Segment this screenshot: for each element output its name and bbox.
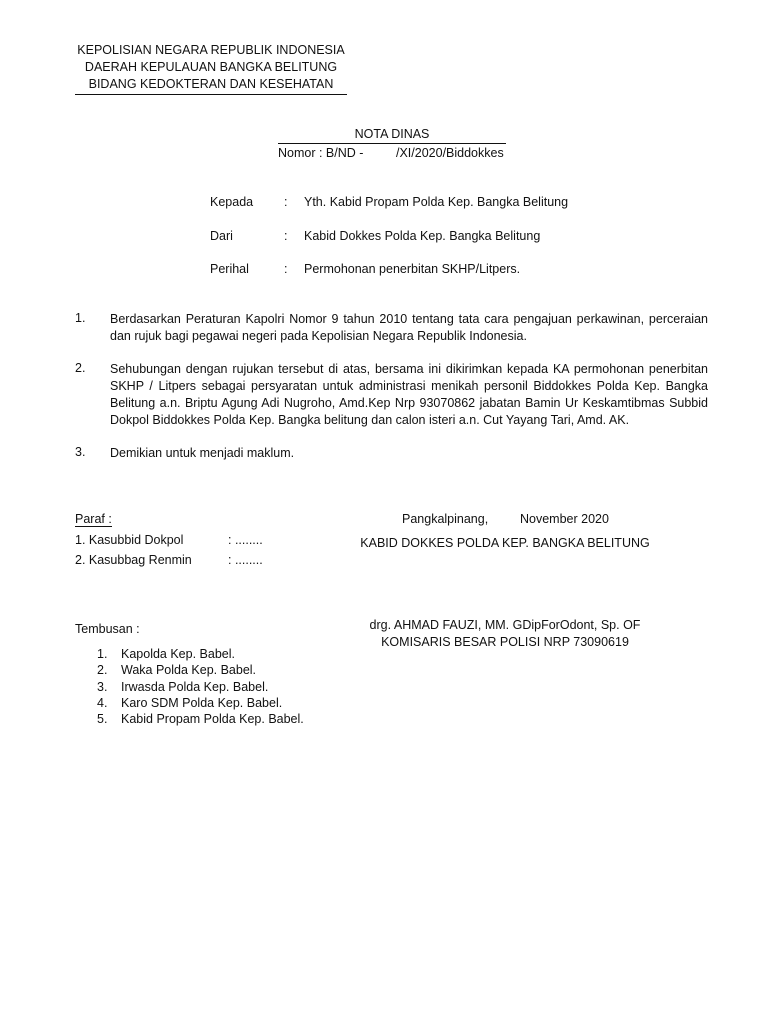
tembusan-number: 1. [97, 647, 108, 661]
field-colon: : [284, 229, 288, 243]
tembusan-item: Waka Polda Kep. Babel. [121, 663, 257, 677]
paraf-title [75, 512, 112, 526]
tembusan-number: 4. [97, 696, 108, 710]
paraf-value: : ........ [228, 533, 263, 547]
tembusan-number: 5. [97, 712, 108, 726]
document-number [278, 146, 504, 160]
paraf-title-text: Paraf : [75, 512, 112, 526]
header-line-region: DAERAH KEPULAUAN BANGKA BELITUNG [84, 60, 338, 74]
tembusan-item: Kabid Propam Polda Kep. Babel. [121, 712, 304, 726]
document-number-prefix: Nomor : B/ND - [278, 146, 364, 160]
tembusan-number: 3. [97, 680, 108, 694]
paragraph-number: 3. [75, 445, 86, 459]
header-underline [75, 94, 347, 95]
header-line-institution: KEPOLISIAN NEGARA REPUBLIK INDONESIA [77, 43, 345, 57]
field-value-kepada: Yth. Kabid Propam Polda Kep. Bangka Belitung [304, 195, 569, 209]
field-value-dari: Kabid Dokkes Polda Kep. Bangka Belitung [304, 229, 541, 243]
tembusan-item: Karo SDM Polda Kep. Babel. [121, 696, 283, 710]
field-label-dari: Dari [210, 229, 233, 243]
signatory-rank: KOMISARIS BESAR POLISI NRP 73090619 [381, 635, 629, 649]
paragraph-text: Sehubungan dengan rujukan tersebut di atas, bersama ini dikirimkan kepada KA permohonan penerbitan SKHP / Litpers sebagai persyaratan untuk administrasi menikah personil Biddokkes Polda Kep. Bangka Belitung a.n. Briptu Agung Adi Nugroho, Amd.Kep Nrp 93070862 jabatan Bamin Ur Keskamtibmas Subbid Dokpol Biddokkes Polda Kep. Bangka belitung dan calon isteri a.n. Cut Yayang Tari, Amd. AK. [110, 362, 708, 427]
document-title: NOTA DINAS [354, 127, 430, 141]
paragraph-number: 1. [75, 311, 86, 325]
field-label-kepada: Kepada [210, 195, 254, 209]
field-value-perihal: Permohonan penerbitan SKHP/Litpers. [304, 262, 521, 276]
field-colon: : [284, 262, 288, 276]
header-line-division: BIDANG KEDOKTERAN DAN KESEHATAN [88, 77, 334, 91]
paragraph-number: 2. [75, 361, 86, 375]
tembusan-item: Kapolda Kep. Babel. [121, 647, 235, 661]
document-number-suffix: /XI/2020/Biddokkes [396, 146, 504, 160]
paraf-name: 2. Kasubbag Renmin [75, 553, 192, 567]
field-colon: : [284, 195, 288, 209]
paragraph-text: Berdasarkan Peraturan Kapolri Nomor 9 tahun 2010 tentang tata cara pengajuan perkawinan, perceraian dan rujuk bagi pegawai negeri pada Kepolisian Negara Republik Indonesia. [110, 312, 708, 343]
paraf-value: : ........ [228, 553, 263, 567]
signatory-name: drg. AHMAD FAUZI, MM. GDipForOdont, Sp. OF [369, 618, 641, 632]
signature-position: KABID DOKKES POLDA KEP. BANGKA BELITUNG [360, 536, 650, 550]
tembusan-number: 2. [97, 663, 108, 677]
paragraph-text: Demikian untuk menjadi maklum. [110, 446, 295, 460]
title-underline [278, 143, 506, 144]
tembusan-title: Tembusan : [75, 622, 140, 636]
tembusan-item: Irwasda Polda Kep. Babel. [121, 680, 269, 694]
signature-date: November 2020 [520, 512, 609, 526]
field-label-perihal: Perihal [210, 262, 249, 276]
paraf-name: 1. Kasubbid Dokpol [75, 533, 184, 547]
signature-place: Pangkalpinang, [402, 512, 489, 526]
